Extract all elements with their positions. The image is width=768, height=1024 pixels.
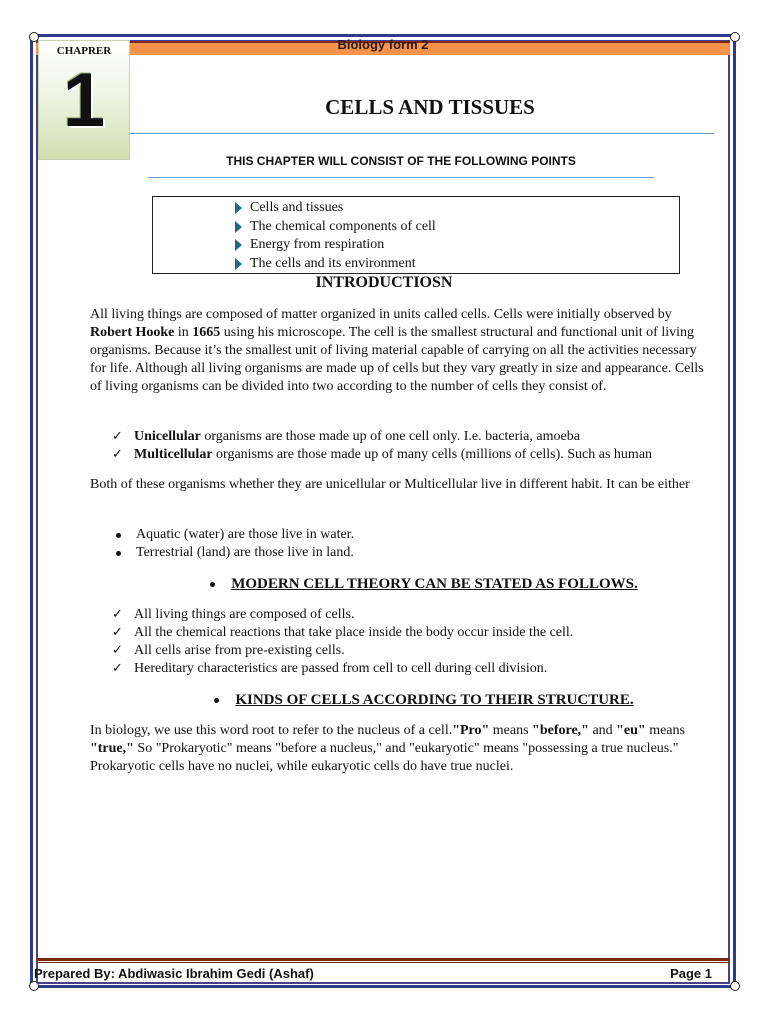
chapter-point: Energy from respiration bbox=[233, 236, 436, 255]
list-item: ✓ All cells arise from pre-existing cells. bbox=[112, 643, 345, 658]
list-item: ✓ All the chemical reactions that take place inside the body occur inside the cell. bbox=[112, 625, 574, 640]
list-item: ✓ All living things are composed of cells. bbox=[112, 607, 355, 622]
corner-knot-icon bbox=[730, 32, 740, 42]
theory-heading: MODERN CELL THEORY CAN BE STATED AS FOLLOWS. bbox=[80, 576, 768, 593]
chapter-label: CHAPRER bbox=[56, 45, 112, 57]
page-border-inner bbox=[36, 40, 730, 984]
intro-paragraph: All living things are composed of matter organized in units called cells. Cells were initially observed by Robert Hooke in 1665 using his microscope. The cell is the smallest structural and functional unit of living organisms. Because it’s the smallest unit of living material capable of carrying on all the activities necessary for life. Although all living organisms are made up of cells but they vary greatly in size and appearance. Cells of living organisms can be divided into two according to the number of cells they consist of. bbox=[90, 307, 704, 394]
header-bar bbox=[36, 37, 730, 55]
header-title: Biology form 2 bbox=[337, 37, 429, 52]
chapter-tab bbox=[38, 40, 130, 160]
corner-knot-icon bbox=[730, 981, 740, 991]
checkmark-icon: ✓ bbox=[112, 429, 123, 444]
chapter-points-box bbox=[152, 196, 680, 274]
corner-knot-icon bbox=[29, 981, 39, 991]
checkmark-icon: ✓ bbox=[112, 447, 123, 462]
checkmark-icon: ✓ bbox=[112, 625, 123, 640]
page-title: CELLS AND TISSUES bbox=[325, 95, 535, 119]
kinds-paragraph: In biology, we use this word root to refer to the nucleus of a cell."Pro" means "before," and "eu" means "true," So "Prokaryotic" means "before a nucleus," and "eukaryotic" means "possessing a true nucleus." Prokaryotic cells have no nuclei, while eukaryotic cells do have true nuclei. bbox=[90, 723, 685, 774]
footer-divider bbox=[36, 958, 730, 961]
habit-paragraph: Both of these organisms whether they are unicellular or Multicellular live in different habit. It can be either bbox=[90, 477, 690, 492]
page-number: Page 1 bbox=[670, 966, 712, 981]
bullet-icon bbox=[116, 533, 121, 538]
triangle-bullet-icon bbox=[235, 221, 242, 233]
habitat-list bbox=[112, 526, 354, 562]
triangle-bullet-icon bbox=[235, 202, 242, 214]
list-item: ✓ Hereditary characteristics are passed from cell to cell during cell division. bbox=[112, 661, 548, 676]
intro-heading: INTRODUCTIOSN bbox=[315, 274, 453, 291]
chapter-point: The chemical components of cell bbox=[233, 218, 436, 237]
triangle-bullet-icon bbox=[235, 239, 242, 251]
chapter-point: The cells and its environment bbox=[233, 255, 436, 274]
triangle-bullet-icon bbox=[235, 258, 242, 270]
list-item: Terrestrial (land) are those live in land. bbox=[112, 544, 354, 562]
kinds-heading: KINDS OF CELLS ACCORDING TO THEIR STRUCTURE. bbox=[80, 692, 768, 709]
checkmark-icon: ✓ bbox=[112, 643, 123, 658]
list-item: ✓ Unicellular organisms are those made up of one cell only. I.e. bacteria, amoeba bbox=[112, 429, 580, 444]
list-item: Aquatic (water) are those live in water. bbox=[112, 526, 354, 544]
chapter-number: 1 bbox=[62, 58, 106, 143]
title-divider bbox=[130, 133, 714, 134]
subtitle-divider bbox=[148, 177, 654, 178]
theory-list bbox=[112, 606, 573, 678]
cell-types-list bbox=[112, 428, 652, 464]
list-item: ✓ Multicellular organisms are those made up of many cells (millions of cells). Such as human bbox=[112, 447, 653, 462]
bullet-icon bbox=[116, 551, 121, 556]
chapter-subtitle: THIS CHAPTER WILL CONSIST OF THE FOLLOWING POINTS bbox=[226, 154, 576, 168]
bullet-icon bbox=[210, 582, 215, 587]
checkmark-icon: ✓ bbox=[112, 661, 123, 676]
chapter-point: Cells and tissues bbox=[233, 199, 436, 218]
checkmark-icon: ✓ bbox=[112, 607, 123, 622]
footer-divider-thin bbox=[36, 962, 730, 963]
footer-author: Prepared By: Abdiwasic Ibrahim Gedi (Ashaf) bbox=[34, 966, 314, 981]
bullet-icon bbox=[214, 698, 219, 703]
